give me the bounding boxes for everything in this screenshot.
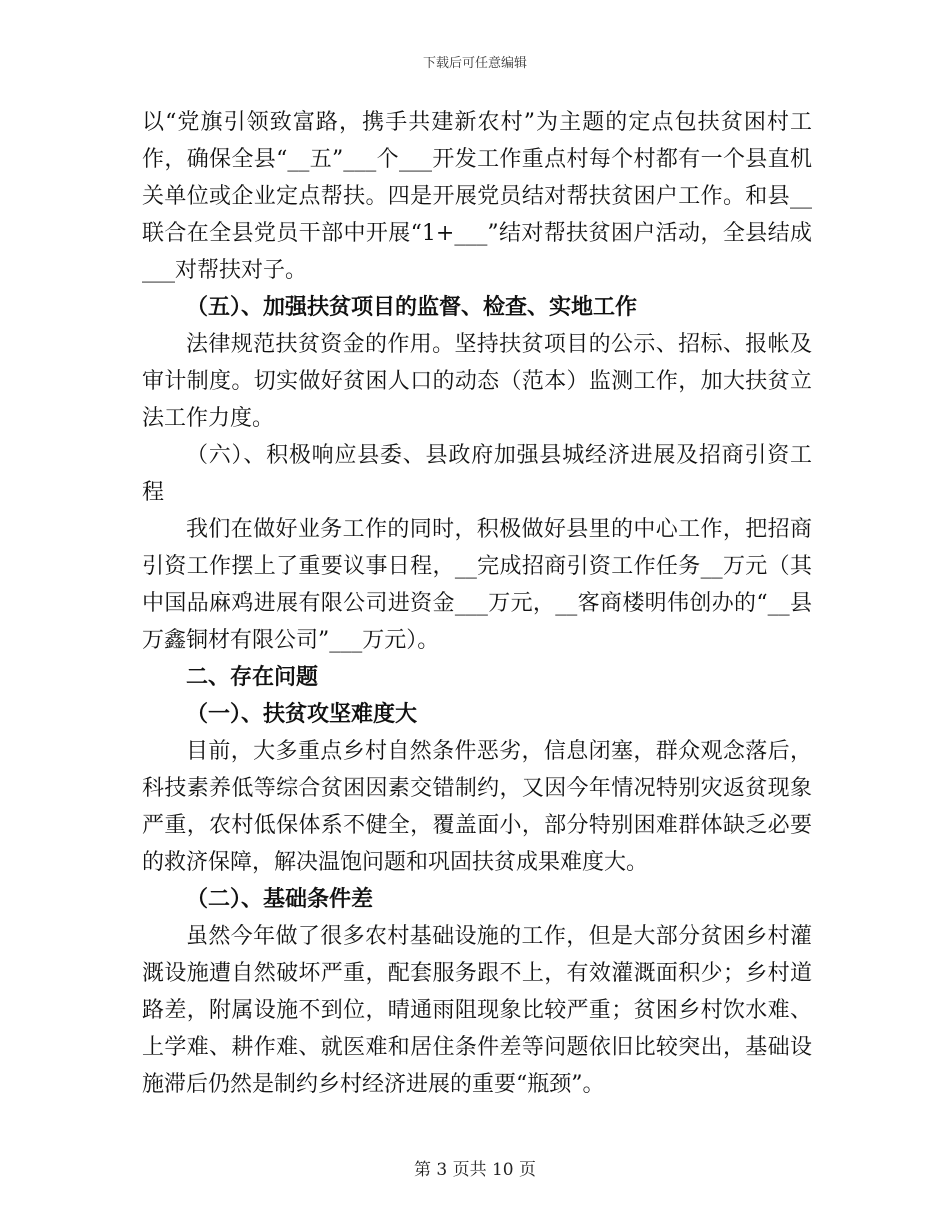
section-heading: 二、存在问题 [186, 664, 319, 690]
paragraph: 我们在做好业务工作的同时，积极做好县里的中心工作，把招商引资工作摆上了重要议事日程，__完成招商引资工作任务__万元（其中国品麻鸡进展有限公司进资金___万元，__客商楼明伟创办的“__县万鑫铜材有限公司”___万元）。 [142, 517, 812, 653]
paragraph: 以“党旗引领致富路，携手共建新农村”为主题的定点包扶贫困村工作，确保全县“__五”___个___开发工作重点村每个村都有一个县直机关单位或企业定点帮扶。四是开展党员结对帮扶贫困户工作。和县__联合在全县党员干部中开展“1+___”结对帮扶贫困户活动，全县结成___对帮扶对子。 [142, 110, 812, 283]
page-header: 下载后可任意编辑 [422, 56, 527, 71]
page-footer: 第 3 页共 10 页 [413, 1160, 537, 1180]
section-heading: （五）、加强扶贫项目的监督、检查、实地工作 [186, 294, 638, 320]
section-heading: （二）、基础条件差 [186, 886, 374, 912]
document-body [142, 104, 812, 1103]
paragraph: 法律规范扶贫资金的作用。坚持扶贫项目的公示、招标、报帐及审计制度。切实做好贫困人口的动态（范本）监测工作，加大扶贫立法工作力度。 [142, 332, 812, 431]
paragraph: 目前，大多重点乡村自然条件恶劣，信息闭塞，群众观念落后，科技素养低等综合贫困因素交错制约，又因今年情况特别灾返贫现象严重，农村低保体系不健全，覆盖面小，部分特别困难群体缺乏必要的救济保障，解决温饱问题和巩固扶贫成果难度大。 [142, 739, 812, 875]
section-heading: （一）、扶贫攻坚难度大 [186, 701, 418, 727]
paragraph: 虽然今年做了很多农村基础设施的工作，但是大部分贫困乡村灌溉设施遭自然破坏严重，配套服务跟不上，有效灌溉面积少；乡村道路差，附属设施不到位，晴通雨阻现象比较严重；贫困乡村饮水难、上学难、耕作难、就医难和居住条件差等问题依旧比较突出，基础设施滞后仍然是制约乡村经济进展的重要“瓶颈”。 [142, 924, 812, 1097]
section-heading: （六）、积极响应县委、县政府加强县城经济进展及招商引资工程 [142, 443, 812, 505]
